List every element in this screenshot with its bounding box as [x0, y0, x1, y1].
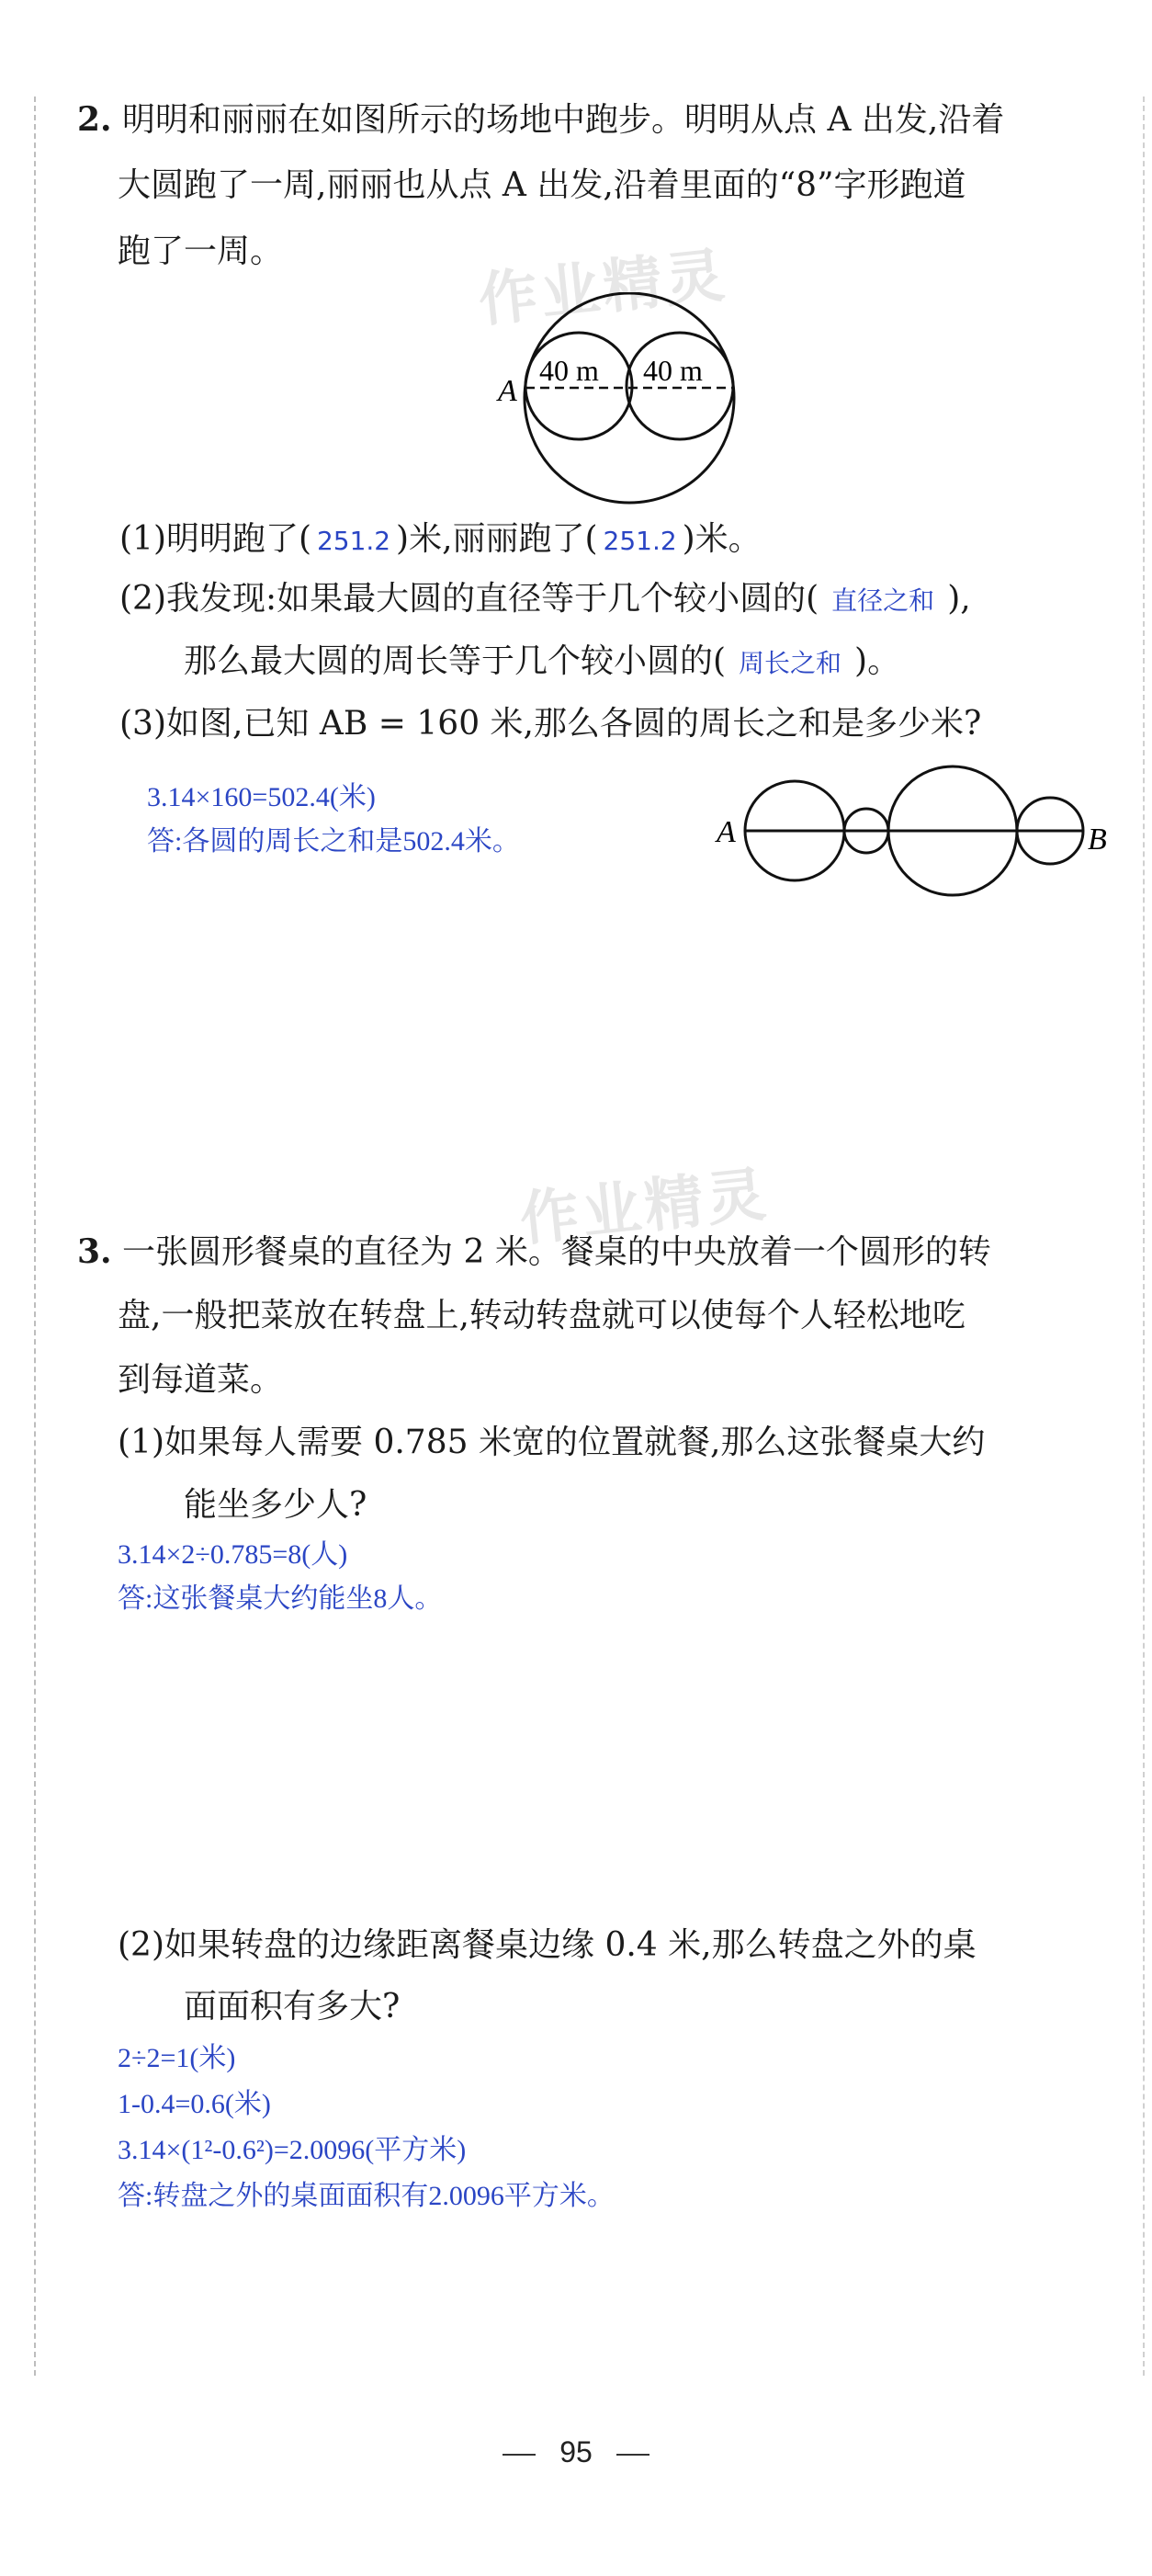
watermark: 作业精灵 [475, 241, 731, 335]
q3-sub1-line1 [118, 1423, 985, 1463]
page-number: 95 [559, 2435, 593, 2468]
footer-dash-left [503, 2454, 536, 2456]
q3-number: 3. [77, 1232, 112, 1271]
q2-sub1-label: (1) [119, 520, 166, 558]
q2-sub2-line1 [119, 579, 971, 621]
q3-sub1-text: 如果每人需要 0.785 米宽的位置就餐,那么这张餐桌大约 [164, 1424, 986, 1461]
q3-sub2-answer-line1: 2÷2=1(米) [118, 2043, 236, 2073]
q2-sub3-label: (3) [119, 705, 166, 743]
q2-text: 明明和丽丽在如图所示的场地中跑步。明明从点 A 出发,沿着 [122, 101, 1005, 139]
q2-sub2-line2-suffix: )。 [854, 642, 901, 680]
q2-sub2-line2-prefix: 那么最大圆的周长等于几个较小圆的( [184, 642, 727, 680]
q2-sub2-line1-suffix: ), [947, 580, 971, 618]
right-dashed-margin [1143, 96, 1145, 2376]
q2-sub2-answer2: 周长之和 [739, 648, 842, 678]
q3-sub1-line2: 能坐多少人? [184, 1486, 367, 1524]
q3-sub2-answer-line2: 1-0.4=0.6(米) [118, 2089, 271, 2119]
q2-text-line1 [77, 99, 1004, 141]
q3-text-line3: 到每道菜。 [118, 1361, 284, 1399]
point-b-label: B [1088, 823, 1107, 857]
q3-text-line2: 盘,一般把菜放在转盘上,转动转盘就可以使每个人轻松地吃 [118, 1297, 966, 1334]
q2-sub1-suffix: )米。 [682, 520, 762, 558]
q3-sub2-line1 [118, 1925, 977, 1966]
q2-sub1 [119, 519, 762, 562]
q3-sub2-answer-line4: 答:转盘之外的桌面面积有2.0096平方米。 [118, 2181, 615, 2211]
point-a-label: A [717, 815, 736, 849]
q2-sub1-answer1: 251.2 [316, 526, 391, 556]
q3-text: 一张圆形餐桌的直径为 2 米。餐桌的中央放着一个圆形的转 [122, 1233, 991, 1271]
q3-sub2-label: (2) [118, 1926, 164, 1964]
q3-sub2-text: 如果转盘的边缘距离餐桌边缘 0.4 米,那么转盘之外的桌 [164, 1926, 977, 1964]
q3-sub1-label: (1) [118, 1424, 164, 1461]
q2-text-line2: 大圆跑了一周,丽丽也从点 A 出发,沿着里面的“8”字形跑道 [118, 166, 966, 204]
q2-sub3 [119, 704, 981, 744]
q2-sub2-line2 [184, 641, 900, 684]
q2-sub3-answer-line2: 答:各圆的周长之和是502.4米。 [147, 826, 520, 857]
q3-sub1-answer-line1: 3.14×2÷0.785=8(人) [118, 1539, 348, 1570]
q3-sub2-answer-line3: 3.14×(1²-0.6²)=2.0096(平方米) [118, 2135, 467, 2165]
footer-dash-right [616, 2454, 649, 2456]
q2-number: 2. [77, 100, 112, 139]
right-circle-label: 40 m [643, 354, 703, 387]
q2-sub2-answer1: 直径之和 [831, 585, 935, 616]
q2-sub3-text: 如图,已知 AB = 160 米,那么各圆的周长之和是多少米? [166, 705, 982, 743]
q2-sub1-answer2: 251.2 [603, 526, 677, 556]
page-footer [0, 2435, 1152, 2469]
q3-sub1-answer-line2: 答:这张餐桌大约能坐8人。 [118, 1583, 443, 1614]
q2-sub1-middle: )米,丽丽跑了( [396, 520, 598, 558]
left-circle-label: 40 m [539, 354, 599, 387]
figure-eight-track [496, 292, 753, 513]
q2-sub2-line1-prefix: 我发现:如果最大圆的直径等于几个较小圆的( [166, 580, 819, 618]
watermark: 作业精灵 [516, 1160, 773, 1254]
q2-sub1-prefix: 明明跑了( [166, 520, 312, 558]
q2-sub3-answer-line1: 3.14×160=502.4(米) [147, 782, 376, 812]
left-dashed-margin [34, 96, 36, 2376]
q2-text-line3: 跑了一周。 [118, 233, 284, 270]
q3-sub2-line2: 面面积有多大? [184, 1988, 401, 2026]
point-a-label: A [498, 374, 517, 408]
q3-text-line1 [77, 1231, 991, 1273]
q2-sub2-label: (2) [119, 580, 166, 618]
figure-circles-on-segment [707, 765, 1121, 912]
